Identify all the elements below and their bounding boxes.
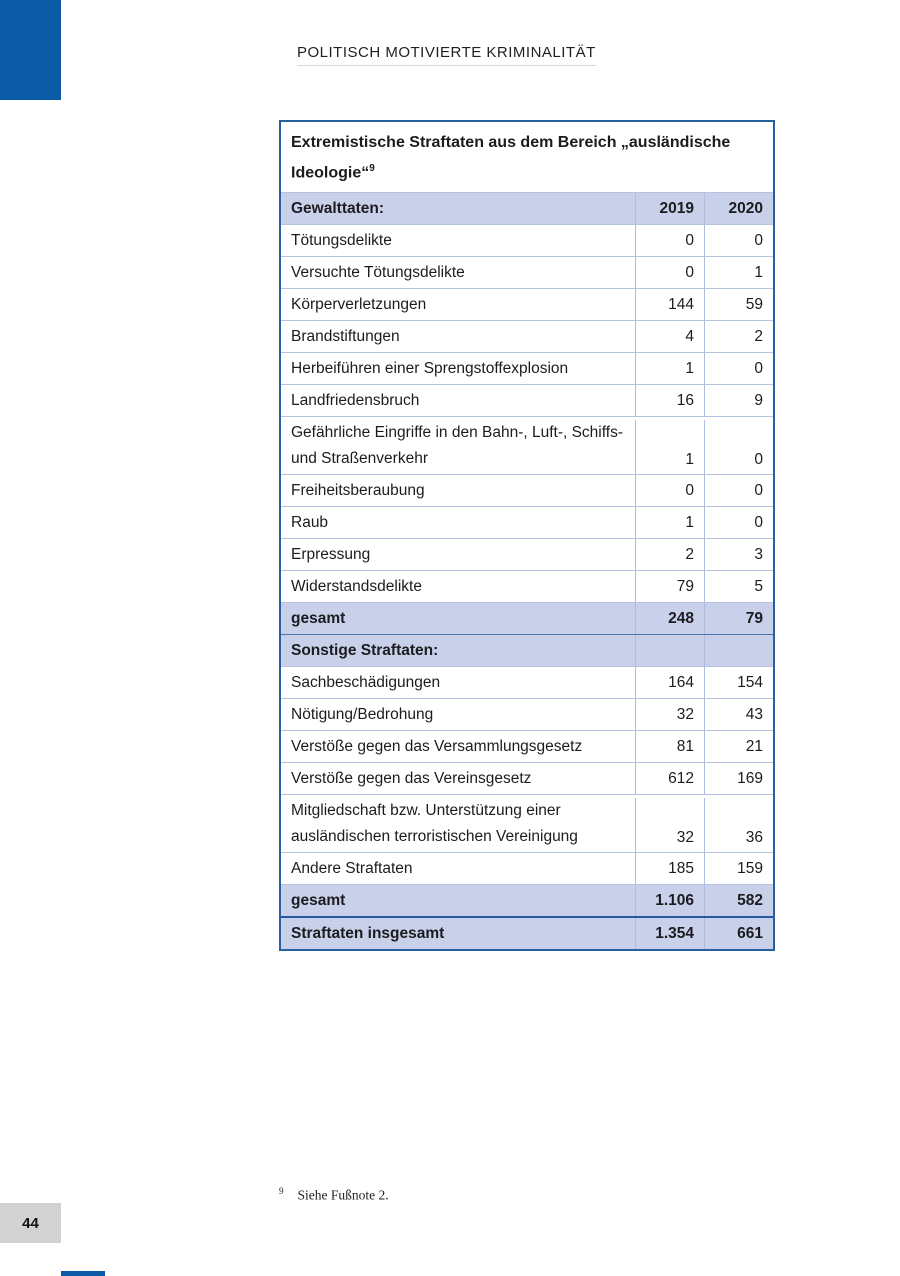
table-header-row (281, 192, 773, 224)
row-label: Tötungsdelikte (291, 231, 392, 249)
row-value-2019: 2 (635, 539, 704, 570)
row-value-2019: 1 (635, 420, 704, 474)
table-row (281, 224, 773, 256)
row-value-2020 (704, 635, 773, 666)
table-header-label: Gewalttaten: (291, 199, 385, 217)
running-head: POLITISCH MOTIVIERTE KRIMINALITÄT (297, 44, 596, 66)
row-label: Nötigung/Bedrohung (291, 705, 434, 723)
row-label: Freiheitsberaubung (291, 481, 425, 499)
row-label: Brandstiftungen (291, 327, 400, 345)
row-value-2020: 9 (704, 385, 773, 416)
table-row (281, 352, 773, 384)
footnote-text: Siehe Fußnote 2. (297, 1187, 389, 1203)
row-label: Straftaten insgesamt (291, 924, 445, 942)
row-label: Andere Straftaten (291, 859, 413, 877)
row-value-2020: 154 (704, 667, 773, 698)
row-label: Landfriedensbruch (291, 391, 420, 409)
table-row (281, 256, 773, 288)
row-value-2020: 5 (704, 571, 773, 602)
row-value-2020: 79 (704, 603, 773, 634)
row-value-2020: 43 (704, 699, 773, 730)
row-value-2019: 4 (635, 321, 704, 352)
row-value-2020: 0 (704, 475, 773, 506)
page-number-label: 44 (22, 1214, 39, 1232)
page-number (0, 1203, 61, 1243)
table-row (281, 384, 773, 416)
table-row (281, 762, 773, 794)
row-value-2019: 79 (635, 571, 704, 602)
table-row (281, 474, 773, 506)
row-value-2019: 0 (635, 475, 704, 506)
footnote-marker: 9 (279, 1186, 284, 1196)
row-label: gesamt (291, 609, 346, 627)
row-value-2019: 144 (635, 289, 704, 320)
row-value-2020: 0 (704, 353, 773, 384)
row-value-2019: 1 (635, 507, 704, 538)
row-value-2019: 0 (635, 257, 704, 288)
row-value-2020: 3 (704, 539, 773, 570)
table-row (281, 602, 773, 634)
table-header-col-2019: 2019 (635, 193, 704, 224)
table-row (281, 916, 773, 949)
table-title-footnote-ref: 9 (369, 163, 375, 174)
row-label: Gefährliche Eingriffe in den Bahn-, Luft-, Schiffs- und Straßenverkehr (291, 424, 623, 468)
row-value-2020: 0 (704, 420, 773, 474)
row-label: Erpressung (291, 545, 371, 563)
table-title (281, 122, 773, 192)
row-value-2019: 81 (635, 731, 704, 762)
row-value-2020: 169 (704, 763, 773, 794)
table-row (281, 416, 773, 474)
table-row (281, 320, 773, 352)
table-row (281, 730, 773, 762)
table-row (281, 794, 773, 852)
table-header-col-2020: 2020 (704, 193, 773, 224)
row-value-2019: 185 (635, 853, 704, 884)
table-row (281, 634, 773, 666)
row-label: Verstöße gegen das Versammlungsgesetz (291, 737, 583, 755)
table-row (281, 506, 773, 538)
row-value-2019: 1 (635, 353, 704, 384)
row-value-2020: 159 (704, 853, 773, 884)
row-value-2019: 32 (635, 699, 704, 730)
table-row (281, 698, 773, 730)
table-body (281, 224, 773, 949)
row-value-2020: 36 (704, 798, 773, 852)
row-value-2020: 0 (704, 225, 773, 256)
table-row (281, 288, 773, 320)
row-label: Raub (291, 513, 329, 531)
row-value-2019: 32 (635, 798, 704, 852)
row-label: Verstöße gegen das Vereinsgesetz (291, 769, 532, 787)
row-value-2019: 0 (635, 225, 704, 256)
crime-table (279, 120, 775, 951)
corner-accent-block (0, 0, 61, 100)
row-value-2020: 582 (704, 885, 773, 916)
row-value-2020: 0 (704, 507, 773, 538)
footnote (279, 1186, 389, 1204)
row-label: Widerstandsdelikte (291, 577, 422, 595)
row-value-2019: 248 (635, 603, 704, 634)
row-label: Herbeiführen einer Sprengstoffexplosion (291, 359, 569, 377)
table-row (281, 570, 773, 602)
row-value-2020: 21 (704, 731, 773, 762)
row-label: Versuchte Tötungsdelikte (291, 263, 465, 281)
row-label: Mitgliedschaft bzw. Unterstützung einer ausländischen terroristischen Vereinigung (291, 802, 578, 846)
row-value-2019: 16 (635, 385, 704, 416)
row-value-2019 (635, 635, 704, 666)
row-value-2019: 164 (635, 667, 704, 698)
table-title-text: Extremistische Straftaten aus dem Bereich „ausländische Ideologie“ (291, 134, 731, 182)
table-row (281, 884, 773, 916)
row-value-2019: 1.354 (635, 918, 704, 949)
table-row (281, 538, 773, 570)
row-label: gesamt (291, 891, 346, 909)
row-value-2020: 2 (704, 321, 773, 352)
row-label: Körperverletzungen (291, 295, 427, 313)
table-row (281, 666, 773, 698)
row-value-2020: 59 (704, 289, 773, 320)
row-label: Sonstige Straftaten: (291, 641, 439, 659)
row-label: Sachbeschädigungen (291, 673, 441, 691)
row-value-2020: 1 (704, 257, 773, 288)
row-value-2019: 612 (635, 763, 704, 794)
row-value-2020: 661 (704, 918, 773, 949)
row-value-2019: 1.106 (635, 885, 704, 916)
bottom-accent-bar (61, 1271, 105, 1276)
table-row (281, 852, 773, 884)
